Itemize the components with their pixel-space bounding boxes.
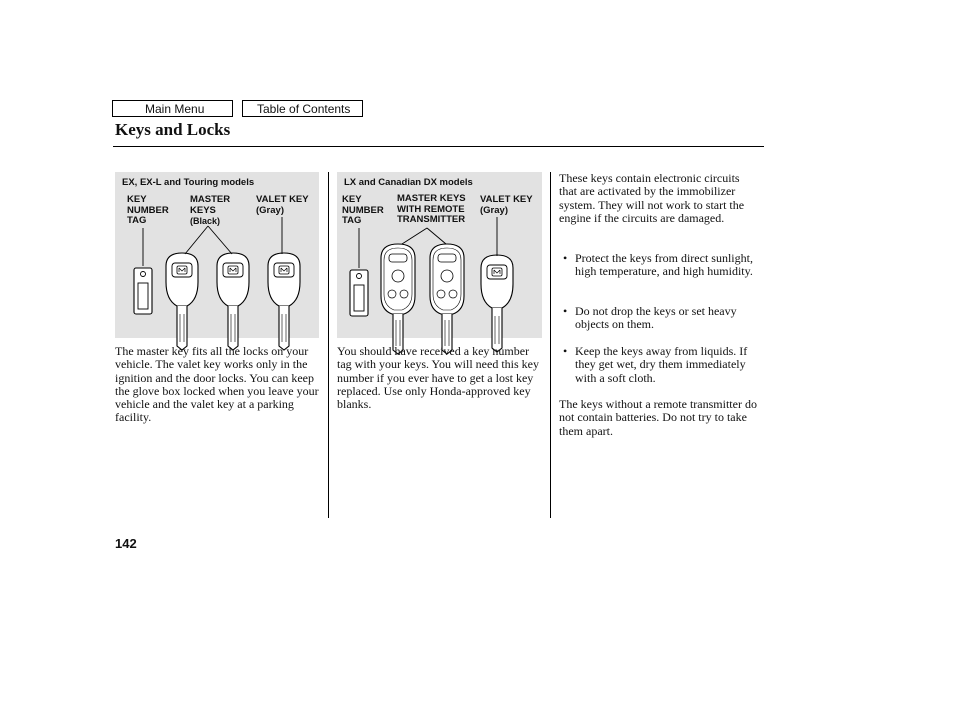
table-of-contents-button[interactable]: Table of Contents xyxy=(242,100,363,117)
label-valet-key-lx: VALET KEY (Gray) xyxy=(480,194,533,216)
bullet-text: Do not drop the keys or set heavy objects on them. xyxy=(575,304,737,332)
label-key-number-tag-lx: KEY NUMBER TAG xyxy=(342,194,384,226)
master-remote-key-1-lx xyxy=(381,244,415,354)
page-title: Keys and Locks xyxy=(115,120,231,139)
key-number-tag-lx xyxy=(350,270,368,316)
panel-heading-ex: EX, EX-L and Touring models xyxy=(122,177,255,188)
leader-line-master-2-ex xyxy=(208,226,232,254)
panel-heading-lx: LX and Canadian DX models xyxy=(344,177,473,188)
leader-line-master-2-lx xyxy=(427,228,446,244)
bullet-glyph: • xyxy=(563,344,568,358)
valet-key-lx xyxy=(481,255,513,352)
bullet-glyph: • xyxy=(563,304,568,318)
label-valet-key-ex: VALET KEY (Gray) xyxy=(256,194,309,216)
bullet-text: Protect the keys from direct sunlight, high temperature, and high humidity. xyxy=(575,251,753,279)
batteries-paragraph: The keys without a remote transmitter do not contain batteries. Do not try to take them apart. xyxy=(559,397,757,438)
bullet-text: Keep the keys away from liquids. If they get wet, dry them immediately with a soft cloth. xyxy=(575,344,748,385)
immobilizer-paragraph: These keys contain electronic circuits that are activated by the immobilizer system. They will not work to start the engine if the circuits are damaged. xyxy=(559,171,745,225)
bullet-glyph: • xyxy=(563,251,568,265)
leader-line-master-1-ex xyxy=(185,226,208,254)
master-remote-key-2-lx xyxy=(430,244,464,354)
bullet-item-drop xyxy=(563,305,753,332)
valet-key-ex xyxy=(268,253,300,350)
bullet-item-liquids xyxy=(563,345,753,385)
page-number: 142 xyxy=(115,536,137,551)
label-master-keys-remote-lx: MASTER KEYS WITH REMOTE TRANSMITTER xyxy=(397,193,466,225)
leader-line-master-1-lx xyxy=(402,228,427,244)
key-number-paragraph: You should have received a key number tag with your keys. You will need this key number if you ever have to get a lost key replaced. Use only Honda-approved key blanks. xyxy=(337,344,539,412)
master-key-2-ex xyxy=(217,253,249,350)
master-key-1-ex xyxy=(166,253,198,350)
label-key-number-tag-ex: KEY NUMBER TAG xyxy=(127,194,169,226)
bullet-item-sunlight xyxy=(563,252,753,279)
main-menu-button[interactable]: Main Menu xyxy=(112,100,233,117)
master-key-paragraph: The master key fits all the locks on your vehicle. The valet key works only in the ignition and the door locks. You can keep the glove box locked when you leave your vehicle and the valet key at a parking facility. xyxy=(115,344,319,425)
key-number-tag-ex xyxy=(134,268,152,314)
label-master-keys-color-ex: (Black) xyxy=(190,216,221,226)
label-master-keys-ex: MASTER KEYS xyxy=(190,194,231,216)
